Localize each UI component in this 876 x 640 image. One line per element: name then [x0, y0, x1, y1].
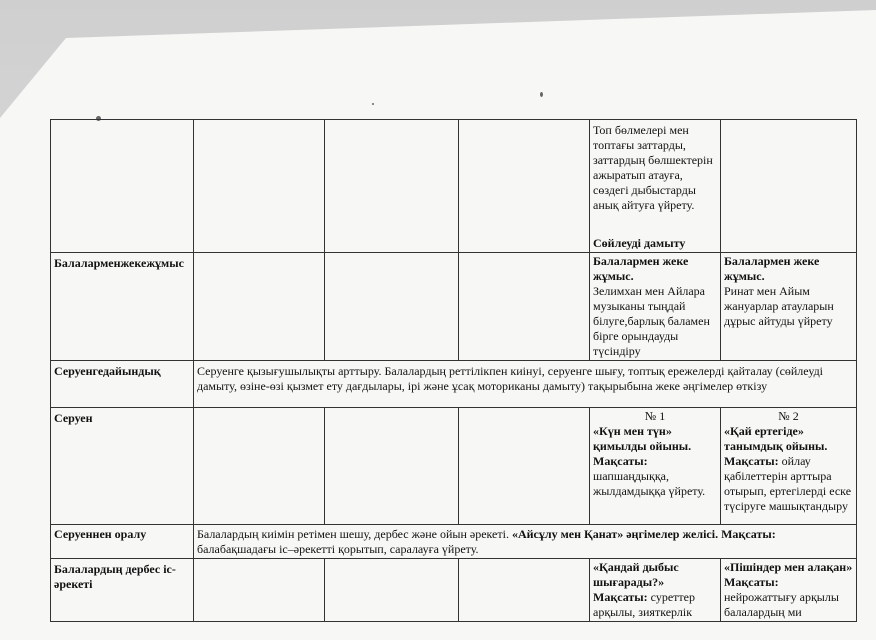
table-cell: [721, 408, 857, 525]
game-title: «Қандай дыбыс шығарады?»: [593, 560, 679, 589]
table-cell: [194, 253, 325, 361]
table-row: [51, 559, 857, 622]
game-number: № 2: [778, 409, 799, 423]
table-cell: [325, 253, 459, 361]
table-row: [51, 525, 857, 559]
table-cell: [194, 120, 325, 253]
row-label: Серуеннен оралу: [51, 525, 194, 559]
row-label: Балаларменжекежұмыс: [51, 253, 194, 361]
table-cell: [325, 408, 459, 525]
cell-text: Топ бөлмелері мен топтағы заттарды, заттардың бөлшектерін ажыратып атауға, сөздегі дыбыстарды анық айтуға үйрету.: [593, 123, 713, 212]
goal-text: суреттер арқылы, зияткерлік: [593, 590, 695, 619]
cell-text: Ринат мен Айым жануарлар атауларын дұрыс айтуды үйрету: [724, 284, 834, 328]
row-label: Серуен: [51, 408, 194, 525]
game-title: «Пішіндер мен алақан»: [724, 560, 853, 574]
goal-label: Мақсаты:: [593, 590, 648, 604]
table-cell: [590, 120, 721, 253]
table-cell: [590, 559, 721, 622]
table-cell: Серуенге қызығушылықты арттыру. Балалардың реттілікпен киінуі, серуенге шығу, топтық ережелерді қайталау (сөйлеуді дамыту, өзіне-өзі қызмет ету дағдылары, ірі және ұсақ моториканы дамыту) тақырыбына жеке әңгімелер өткізу: [194, 361, 857, 408]
table-cell: [459, 408, 590, 525]
table-cell: [459, 253, 590, 361]
table-cell: [325, 559, 459, 622]
table-row: [51, 253, 857, 361]
return-goal: балабақшадағы іс–әрекетті қорытып, саралауға үйрету.: [197, 542, 479, 556]
table-cell: [721, 253, 857, 361]
heading-dot: .: [761, 269, 765, 283]
cell-heading: Балалармен жеке жұмыс: [593, 254, 689, 283]
cell-heading: Балалармен жеке жұмыс: [724, 254, 820, 283]
table-row: [51, 120, 857, 253]
table-cell: [721, 559, 857, 622]
row-label: Серуенгедайындық: [51, 361, 194, 408]
table-cell: [590, 253, 721, 361]
goal-text: ойлау қабілеттерін арттыра отырып, ертегілерді еске түсіруге машықтандыру: [724, 454, 852, 513]
section-label: Сөйлеуді дамыту: [593, 236, 686, 250]
schedule-table: [50, 119, 857, 622]
table-row: [51, 361, 857, 408]
heading-dot: .: [630, 269, 634, 283]
game-number: № 1: [644, 409, 666, 423]
goal-label: Мақсаты:: [724, 575, 779, 589]
table-cell: [459, 559, 590, 622]
game-title: «Қай ертегіде» танымдық ойыны.: [724, 424, 828, 453]
return-text: Балалардың киімін ретімен шешу, дербес және ойын әрекеті.: [197, 527, 509, 541]
table-cell: [325, 120, 459, 253]
game-title: «Күн мен түн» қимылды ойыны.: [593, 424, 692, 453]
goal-label: Мақсаты:: [593, 454, 648, 468]
scan-speck: [372, 103, 374, 105]
table-cell: [590, 408, 721, 525]
table-row: [51, 408, 857, 525]
table-cell: [721, 120, 857, 253]
return-story: «Айсұлу мен Қанат» әңгімелер желісі. Мақсаты:: [511, 527, 776, 541]
scan-speck: [540, 92, 543, 97]
goal-text: шапшаңдыққа, жылдамдыққа үйрету.: [593, 469, 706, 498]
table-cell: [194, 525, 857, 559]
goal-label: Мақсаты:: [724, 454, 779, 468]
cell-text: Зелимхан мен Айлара музыканы тыңдай білуге,барлық баламен бірге орындауды түсіндіру: [593, 284, 710, 358]
table-cell: [459, 120, 590, 253]
table-cell: [51, 120, 194, 253]
table-cell: [194, 559, 325, 622]
row-label: Балалардың дербес іс-әрекеті: [51, 559, 194, 622]
table-cell: [194, 408, 325, 525]
goal-text: нейрожаттығу арқылы балалардың ми: [724, 590, 839, 619]
